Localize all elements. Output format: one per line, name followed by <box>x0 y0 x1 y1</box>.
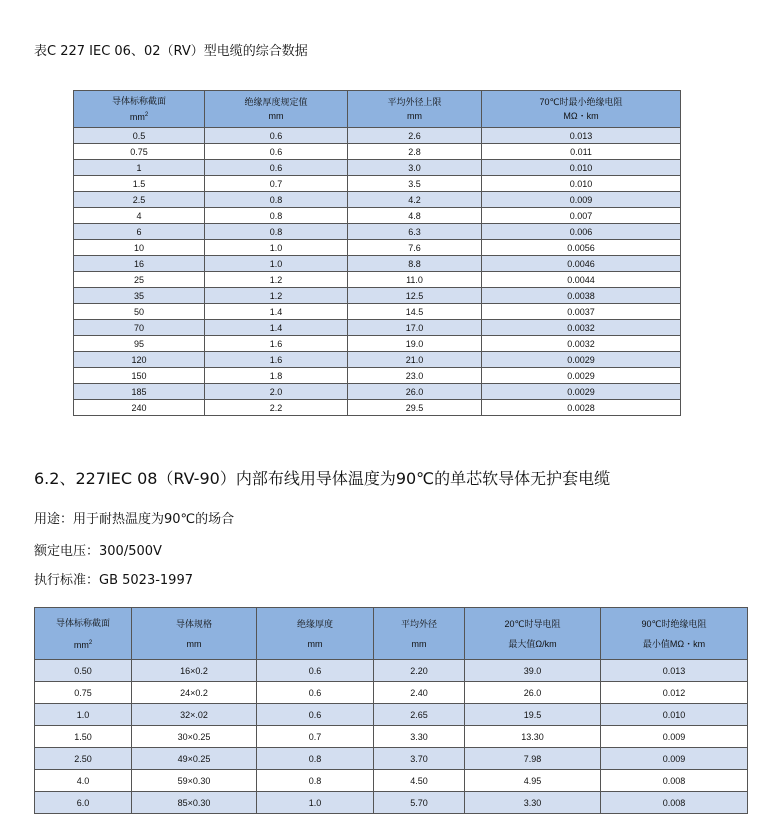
table-cell: 4.95 <box>465 770 601 792</box>
table-row <box>74 288 681 304</box>
table-cell: 26.0 <box>465 682 601 704</box>
table-cell: 0.8 <box>205 208 348 224</box>
header-unit <box>205 109 347 123</box>
table-cell: 17.0 <box>348 320 482 336</box>
table-cell: 0.013 <box>601 660 748 682</box>
table-cell: 1.0 <box>257 792 374 814</box>
table-cell: 1 <box>74 160 205 176</box>
header-unit-text: MΩ・km <box>563 111 599 121</box>
table-cell: 21.0 <box>348 352 482 368</box>
table-cell: 0.009 <box>601 726 748 748</box>
table-cell: 0.0028 <box>482 400 681 416</box>
table-cell: 0.0037 <box>482 304 681 320</box>
header-cell <box>132 608 257 660</box>
table-row <box>74 208 681 224</box>
table-cell: 0.7 <box>257 726 374 748</box>
header-unit-superscript: 2 <box>144 112 149 118</box>
table-cell: 95 <box>74 336 205 352</box>
table-cell: 1.0 <box>205 256 348 272</box>
table-row <box>74 144 681 160</box>
table-cell: 0.0046 <box>482 256 681 272</box>
cable-data-table-rv90 <box>34 607 748 814</box>
table-cell: 85×0.30 <box>132 792 257 814</box>
table-cell: 4.8 <box>348 208 482 224</box>
header-unit-text: mm <box>186 638 202 649</box>
table-cell: 0.007 <box>482 208 681 224</box>
table-cell: 0.8 <box>205 192 348 208</box>
table-row <box>74 240 681 256</box>
header-label: 绝缘厚度 <box>296 618 333 629</box>
header-unit <box>374 634 464 654</box>
table-cell: 59×0.30 <box>132 770 257 792</box>
table-cell: 0.010 <box>482 176 681 192</box>
table-cell: 0.6 <box>205 128 348 144</box>
table-row <box>35 726 748 748</box>
table-row <box>35 704 748 726</box>
table-cell: 5.70 <box>374 792 465 814</box>
table-cell: 12.5 <box>348 288 482 304</box>
table1-title: 表C 227 IEC 06、02（RV）型电缆的综合数据 <box>34 44 308 59</box>
header-unit-text: mm <box>129 112 145 122</box>
table-cell: 1.6 <box>205 352 348 368</box>
table-cell: 0.0029 <box>482 368 681 384</box>
table-cell: 2.20 <box>374 660 465 682</box>
table-cell: 26.0 <box>348 384 482 400</box>
table-row <box>74 368 681 384</box>
header-unit-text: mm <box>268 111 284 121</box>
table-cell: 10 <box>74 240 205 256</box>
table-cell: 1.0 <box>35 704 132 726</box>
table-cell: 19.5 <box>465 704 601 726</box>
table-cell: 120 <box>74 352 205 368</box>
table-cell: 7.98 <box>465 748 601 770</box>
header-label: 绝缘厚度规定值 <box>244 97 308 107</box>
header-unit-text: mm <box>411 638 427 649</box>
header-label: 导体标称截面 <box>55 617 110 628</box>
header-label: 导体规格 <box>175 618 212 629</box>
table-cell: 0.012 <box>601 682 748 704</box>
header-unit <box>482 109 680 123</box>
header-label: 20℃时导电阻 <box>504 618 561 629</box>
table-cell: 0.0032 <box>482 320 681 336</box>
table-row <box>35 792 748 814</box>
table-cell: 1.2 <box>205 272 348 288</box>
table-cell: 4 <box>74 208 205 224</box>
header-unit <box>348 109 481 123</box>
header-unit <box>74 108 204 124</box>
table-row <box>74 224 681 240</box>
table-cell: 3.30 <box>374 726 465 748</box>
table-row <box>35 682 748 704</box>
table-cell: 6.0 <box>35 792 132 814</box>
table-cell: 0.008 <box>601 792 748 814</box>
header-unit-text: 最小值MΩ・km <box>642 638 706 649</box>
table-cell: 3.70 <box>374 748 465 770</box>
table-cell: 30×0.25 <box>132 726 257 748</box>
table-cell: 0.0044 <box>482 272 681 288</box>
table-cell: 1.50 <box>35 726 132 748</box>
table-cell: 0.013 <box>482 128 681 144</box>
table-cell: 3.30 <box>465 792 601 814</box>
table-row <box>74 272 681 288</box>
table-cell: 2.40 <box>374 682 465 704</box>
usage-text: 用途：用于耐热温度为90℃的场合 <box>34 512 235 527</box>
header-label: 平均外径 <box>400 618 437 629</box>
table-cell: 24×0.2 <box>132 682 257 704</box>
table-cell: 0.006 <box>482 224 681 240</box>
header-cell <box>257 608 374 660</box>
table-cell: 0.008 <box>601 770 748 792</box>
header-unit <box>257 634 373 654</box>
table-cell: 0.6 <box>257 682 374 704</box>
table-cell: 1.4 <box>205 320 348 336</box>
table-cell: 6.3 <box>348 224 482 240</box>
table-row <box>35 770 748 792</box>
table-cell: 35 <box>74 288 205 304</box>
header-unit <box>465 634 600 654</box>
header-cell <box>205 91 348 128</box>
header-unit <box>35 633 131 655</box>
header-cell <box>482 91 681 128</box>
header-label: 导体标称截面 <box>111 96 166 106</box>
table-row <box>74 304 681 320</box>
table-cell: 0.8 <box>257 770 374 792</box>
table-cell: 0.75 <box>35 682 132 704</box>
table-cell: 0.009 <box>482 192 681 208</box>
table-cell: 2.5 <box>74 192 205 208</box>
table-cell: 2.0 <box>205 384 348 400</box>
table-cell: 0.8 <box>257 748 374 770</box>
header-label: 70℃时最小绝缘电阻 <box>539 97 623 107</box>
table-cell: 16 <box>74 256 205 272</box>
table-row <box>74 352 681 368</box>
table-cell: 16×0.2 <box>132 660 257 682</box>
table-cell: 4.2 <box>348 192 482 208</box>
table-cell: 39.0 <box>465 660 601 682</box>
table-row <box>74 256 681 272</box>
header-unit-superscript: 2 <box>88 639 93 646</box>
table-cell: 8.8 <box>348 256 482 272</box>
header-unit <box>601 634 747 654</box>
table-cell: 14.5 <box>348 304 482 320</box>
header-unit-text: mm <box>407 111 422 121</box>
table-cell: 0.0056 <box>482 240 681 256</box>
table-cell: 4.0 <box>35 770 132 792</box>
table-cell: 3.5 <box>348 176 482 192</box>
header-label: 90℃时绝缘电阻 <box>641 618 707 629</box>
table-cell: 0.50 <box>35 660 132 682</box>
header-unit <box>132 634 256 654</box>
table-cell: 29.5 <box>348 400 482 416</box>
table-cell: 25 <box>74 272 205 288</box>
table-cell: 13.30 <box>465 726 601 748</box>
header-unit-text: mm <box>73 639 89 650</box>
table-cell: 1.8 <box>205 368 348 384</box>
table-row <box>74 176 681 192</box>
table-row <box>74 128 681 144</box>
table-row <box>74 320 681 336</box>
table-cell: 0.0029 <box>482 352 681 368</box>
table-cell: 49×0.25 <box>132 748 257 770</box>
table-cell: 0.6 <box>205 144 348 160</box>
table-cell: 2.2 <box>205 400 348 416</box>
table-cell: 0.6 <box>257 660 374 682</box>
table-cell: 1.2 <box>205 288 348 304</box>
table-cell: 0.0032 <box>482 336 681 352</box>
header-unit-text: 最大值Ω/km <box>508 638 557 649</box>
table-cell: 0.0038 <box>482 288 681 304</box>
table-row <box>35 748 748 770</box>
table-cell: 1.6 <box>205 336 348 352</box>
table-cell: 7.6 <box>348 240 482 256</box>
table-cell: 1.4 <box>205 304 348 320</box>
table-cell: 2.65 <box>374 704 465 726</box>
table-cell: 2.8 <box>348 144 482 160</box>
table-cell: 2.6 <box>348 128 482 144</box>
table-cell: 0.75 <box>74 144 205 160</box>
table-cell: 19.0 <box>348 336 482 352</box>
header-cell <box>348 91 482 128</box>
table-cell: 185 <box>74 384 205 400</box>
rated-voltage-text: 额定电压：300/500V <box>34 544 162 559</box>
table-cell: 0.010 <box>601 704 748 726</box>
table-cell: 50 <box>74 304 205 320</box>
header-cell <box>465 608 601 660</box>
table-cell: 0.5 <box>74 128 205 144</box>
table-cell: 0.7 <box>205 176 348 192</box>
table-cell: 3.0 <box>348 160 482 176</box>
table-cell: 70 <box>74 320 205 336</box>
table-cell: 11.0 <box>348 272 482 288</box>
table-cell: 1.0 <box>205 240 348 256</box>
table-cell: 4.50 <box>374 770 465 792</box>
table-cell: 240 <box>74 400 205 416</box>
table-row <box>74 384 681 400</box>
table-cell: 1.5 <box>74 176 205 192</box>
table-cell: 0.010 <box>482 160 681 176</box>
section-heading: 6.2、227IEC 08（RV-90）内部布线用导体温度为90℃的单芯软导体无护套电缆 <box>34 469 611 488</box>
table-row <box>74 400 681 416</box>
table-row <box>74 160 681 176</box>
header-row <box>74 91 681 128</box>
standard-text: 执行标准：GB 5023-1997 <box>34 573 193 588</box>
table-cell: 2.50 <box>35 748 132 770</box>
table-cell: 0.6 <box>257 704 374 726</box>
table-row <box>35 660 748 682</box>
table-row <box>74 336 681 352</box>
header-cell <box>601 608 748 660</box>
table-cell: 0.6 <box>205 160 348 176</box>
header-row <box>35 608 748 660</box>
header-cell <box>74 91 205 128</box>
table-cell: 32×.02 <box>132 704 257 726</box>
table-cell: 0.0029 <box>482 384 681 400</box>
header-label: 平均外径上限 <box>387 97 442 107</box>
table-cell: 0.009 <box>601 748 748 770</box>
header-cell <box>374 608 465 660</box>
header-unit-text: mm <box>307 638 323 649</box>
table-cell: 150 <box>74 368 205 384</box>
table-cell: 0.8 <box>205 224 348 240</box>
table-cell: 23.0 <box>348 368 482 384</box>
table-row <box>74 192 681 208</box>
cable-data-table-rv <box>73 90 681 416</box>
header-cell <box>35 608 132 660</box>
table-cell: 6 <box>74 224 205 240</box>
table-cell: 0.011 <box>482 144 681 160</box>
